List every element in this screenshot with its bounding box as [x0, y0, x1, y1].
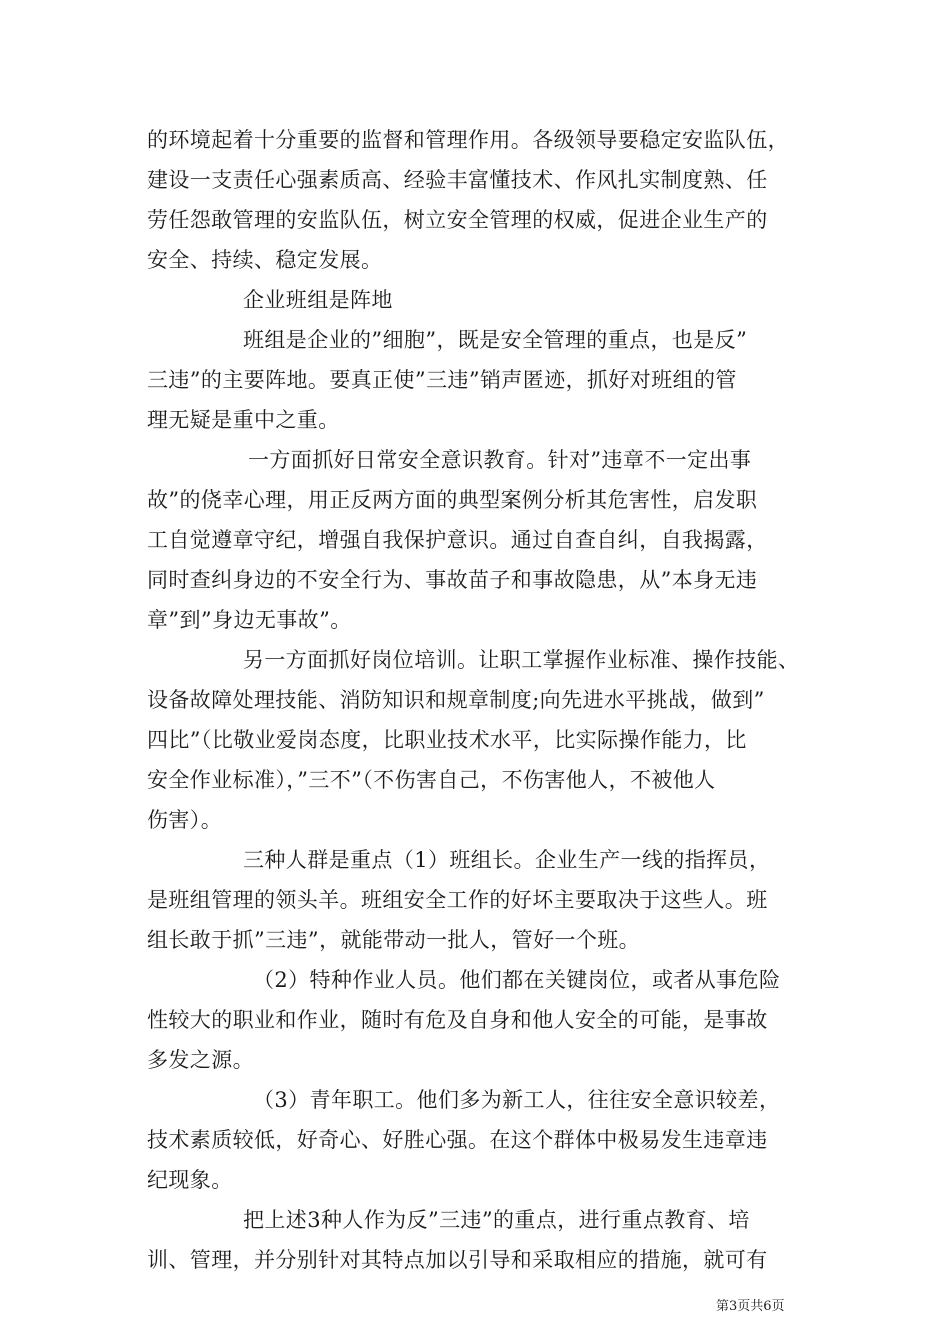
body-text-line: 把上述3种人作为反”三违”的重点，进行重点教育、培 — [243, 1208, 750, 1232]
body-text-line: 是班组管理的领头羊。班组安全工作的好坏主要取决于这些人。班 — [147, 888, 768, 912]
body-text-line: 技术素质较低，好奇心、好胜心强。在这个群体中极易发生违章违 — [147, 1128, 768, 1152]
body-text-line: 伤害）。 — [147, 808, 223, 832]
body-text-line: 章”到”身边无事故”。 — [147, 608, 352, 632]
body-text-line: 另一方面抓好岗位培训。让职工掌握作业标准、操作技能、 — [243, 648, 800, 672]
body-text-line: 多发之源。 — [147, 1048, 254, 1072]
body-text-line: 三违”的主要阵地。要真正使”三违”销声匿迹，抓好对班组的管 — [147, 368, 737, 392]
body-text-line: 训、管理，并分别针对其特点加以引导和采取相应的措施，就可有 — [147, 1248, 768, 1272]
body-text-line: 安全、持续、稳定发展。 — [147, 248, 383, 272]
body-text-line: 安全作业标准），”三不”（不伤害自己，不伤害他人，不被他人 — [147, 768, 716, 792]
body-text-line: 组长敢于抓”三违”，就能带动一批人，管好一个班。 — [147, 928, 641, 952]
body-text-line: 理无疑是重中之重。 — [147, 408, 340, 432]
body-text-line: 工自觉遵章守纪，增强自我保护意识。通过自查自纠，自我揭露， — [147, 528, 768, 552]
body-text-line: 四比”（比敬业爱岗态度，比职业技术水平，比实际操作能力，比 — [147, 728, 747, 752]
body-text-line: （2）特种作业人员。他们都在关键岗位，或者从事危险 — [253, 968, 781, 992]
body-text-line: 的环境起着十分重要的监督和管理作用。各级领导要稳定安监队伍， — [147, 128, 789, 152]
page-number-footer: 第3页共6页 — [716, 1299, 785, 1314]
body-text-line: 性较大的职业和作业，随时有危及自身和他人安全的可能，是事故 — [147, 1008, 768, 1032]
body-text-line: 建设一支责任心强素质高、经验丰富懂技术、作风扎实制度熟、任 — [147, 168, 768, 192]
body-text-line: 一方面抓好日常安全意识教育。针对”违章不一定出事 — [248, 448, 752, 472]
body-text-line: 纪现象。 — [147, 1168, 233, 1192]
body-text-line: 故”的侥幸心理，用正反两方面的典型案例分析其危害性，启发职 — [147, 488, 758, 512]
body-text-line: 劳任怨敢管理的安监队伍，树立安全管理的权威，促进企业生产的 — [147, 208, 768, 232]
section-heading: 企业班组是阵地 — [243, 288, 393, 312]
body-text-line: （3）青年职工。他们多为新工人，往往安全意识较差， — [253, 1088, 781, 1112]
body-text-line: 设备故障处理技能、消防知识和规章制度;向先进水平挑战，做到” — [147, 688, 765, 712]
body-text-line: 三种人群是重点（1）班组长。企业生产一线的指挥员， — [243, 848, 771, 872]
body-text-line: 班组是企业的”细胞”，既是安全管理的重点，也是反” — [243, 328, 748, 352]
body-text-line: 同时查纠身边的不安全行为、事故苗子和事故隐患，从”本身无违 — [147, 568, 758, 592]
